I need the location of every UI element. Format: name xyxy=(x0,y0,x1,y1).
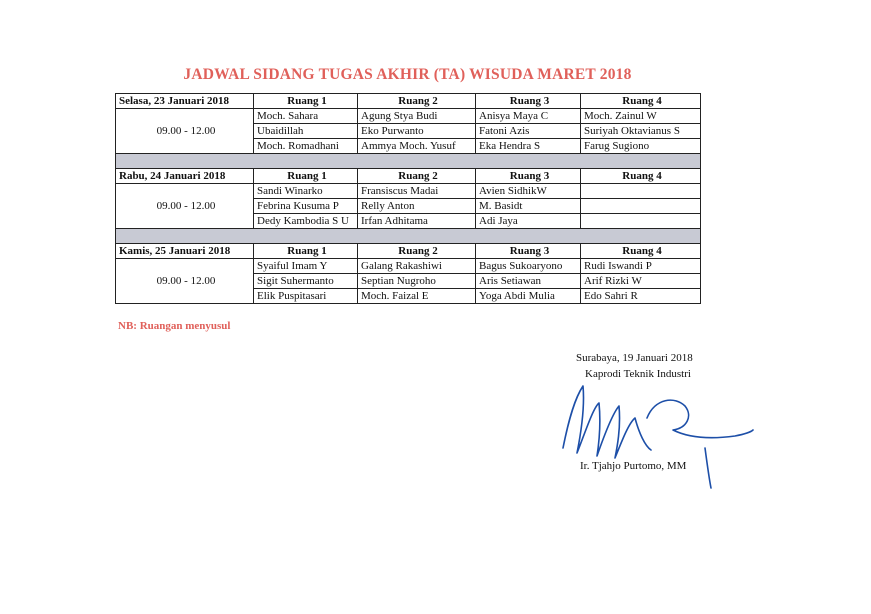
page-title: JADWAL SIDANG TUGAS AKHIR (TA) WISUDA MARET 2018 xyxy=(183,66,632,83)
student-cell: Elik Puspitasari xyxy=(254,289,358,304)
student-cell xyxy=(581,199,701,214)
separator-row xyxy=(116,154,701,169)
student-cell: Moch. Sahara xyxy=(254,109,358,124)
session-day: Kamis, 25 Januari 2018 xyxy=(116,244,254,259)
room-header: Ruang 2 xyxy=(358,169,476,184)
student-cell: Moch. Romadhani xyxy=(254,139,358,154)
student-cell: Rudi Iswandi P xyxy=(581,259,701,274)
student-cell: Relly Anton xyxy=(358,199,476,214)
student-cell: Fransiscus Madai xyxy=(358,184,476,199)
student-cell: M. Basidt xyxy=(476,199,581,214)
room-header: Ruang 2 xyxy=(358,244,476,259)
student-cell: Ubaidillah xyxy=(254,124,358,139)
student-cell: Adi Jaya xyxy=(476,214,581,229)
session-day: Selasa, 23 Januari 2018 xyxy=(116,94,254,109)
room-header: Ruang 3 xyxy=(476,244,581,259)
session-day: Rabu, 24 Januari 2018 xyxy=(116,169,254,184)
student-cell: Anisya Maya C xyxy=(476,109,581,124)
room-header: Ruang 1 xyxy=(254,169,358,184)
student-cell: Galang Rakashiwi xyxy=(358,259,476,274)
room-header: Ruang 4 xyxy=(581,94,701,109)
table-row xyxy=(116,259,701,274)
student-cell: Yoga Abdi Mulia xyxy=(476,289,581,304)
student-cell: Edo Sahri R xyxy=(581,289,701,304)
session-time: 09.00 - 12.00 xyxy=(116,184,254,229)
student-cell: Septian Nugroho xyxy=(358,274,476,289)
student-cell xyxy=(581,184,701,199)
session-header-row xyxy=(116,244,701,259)
place-date: Surabaya, 19 Januari 2018 xyxy=(576,352,693,364)
student-cell: Agung Stya Budi xyxy=(358,109,476,124)
student-cell: Moch. Faizal E xyxy=(358,289,476,304)
student-cell: Arif Rizki W xyxy=(581,274,701,289)
table-row xyxy=(116,184,701,199)
student-cell: Eka Hendra S xyxy=(476,139,581,154)
room-header: Ruang 2 xyxy=(358,94,476,109)
student-cell: Irfan Adhitama xyxy=(358,214,476,229)
session-header-row xyxy=(116,94,701,109)
student-cell: Eko Purwanto xyxy=(358,124,476,139)
student-cell: Aris Setiawan xyxy=(476,274,581,289)
student-cell: Avien SidhikW xyxy=(476,184,581,199)
room-header: Ruang 3 xyxy=(476,94,581,109)
session-header-row xyxy=(116,169,701,184)
room-header: Ruang 1 xyxy=(254,244,358,259)
separator-cell xyxy=(116,154,701,169)
student-cell: Farug Sugiono xyxy=(581,139,701,154)
note-text: NB: Ruangan menyusul xyxy=(118,320,231,332)
table-row xyxy=(116,109,701,124)
student-cell: Fatoni Azis xyxy=(476,124,581,139)
signer-role: Kaprodi Teknik Industri xyxy=(585,368,691,380)
session-time: 09.00 - 12.00 xyxy=(116,259,254,304)
session-time: 09.00 - 12.00 xyxy=(116,109,254,154)
student-cell: Moch. Zainul W xyxy=(581,109,701,124)
room-header: Ruang 1 xyxy=(254,94,358,109)
signer-name: Ir. Tjahjo Purtomo, MM xyxy=(580,460,687,472)
separator-row xyxy=(116,229,701,244)
student-cell: Sandi Winarko xyxy=(254,184,358,199)
room-header: Ruang 4 xyxy=(581,244,701,259)
signature-icon xyxy=(555,378,755,490)
separator-cell xyxy=(116,229,701,244)
student-cell: Bagus Sukoaryono xyxy=(476,259,581,274)
student-cell: Dedy Kambodia S U xyxy=(254,214,358,229)
room-header: Ruang 4 xyxy=(581,169,701,184)
student-cell: Syaiful Imam Y xyxy=(254,259,358,274)
room-header: Ruang 3 xyxy=(476,169,581,184)
student-cell: Sigit Suhermanto xyxy=(254,274,358,289)
schedule-table xyxy=(115,93,701,304)
student-cell: Suriyah Oktavianus S xyxy=(581,124,701,139)
student-cell: Ammya Moch. Yusuf xyxy=(358,139,476,154)
student-cell xyxy=(581,214,701,229)
student-cell: Febrina Kusuma P xyxy=(254,199,358,214)
